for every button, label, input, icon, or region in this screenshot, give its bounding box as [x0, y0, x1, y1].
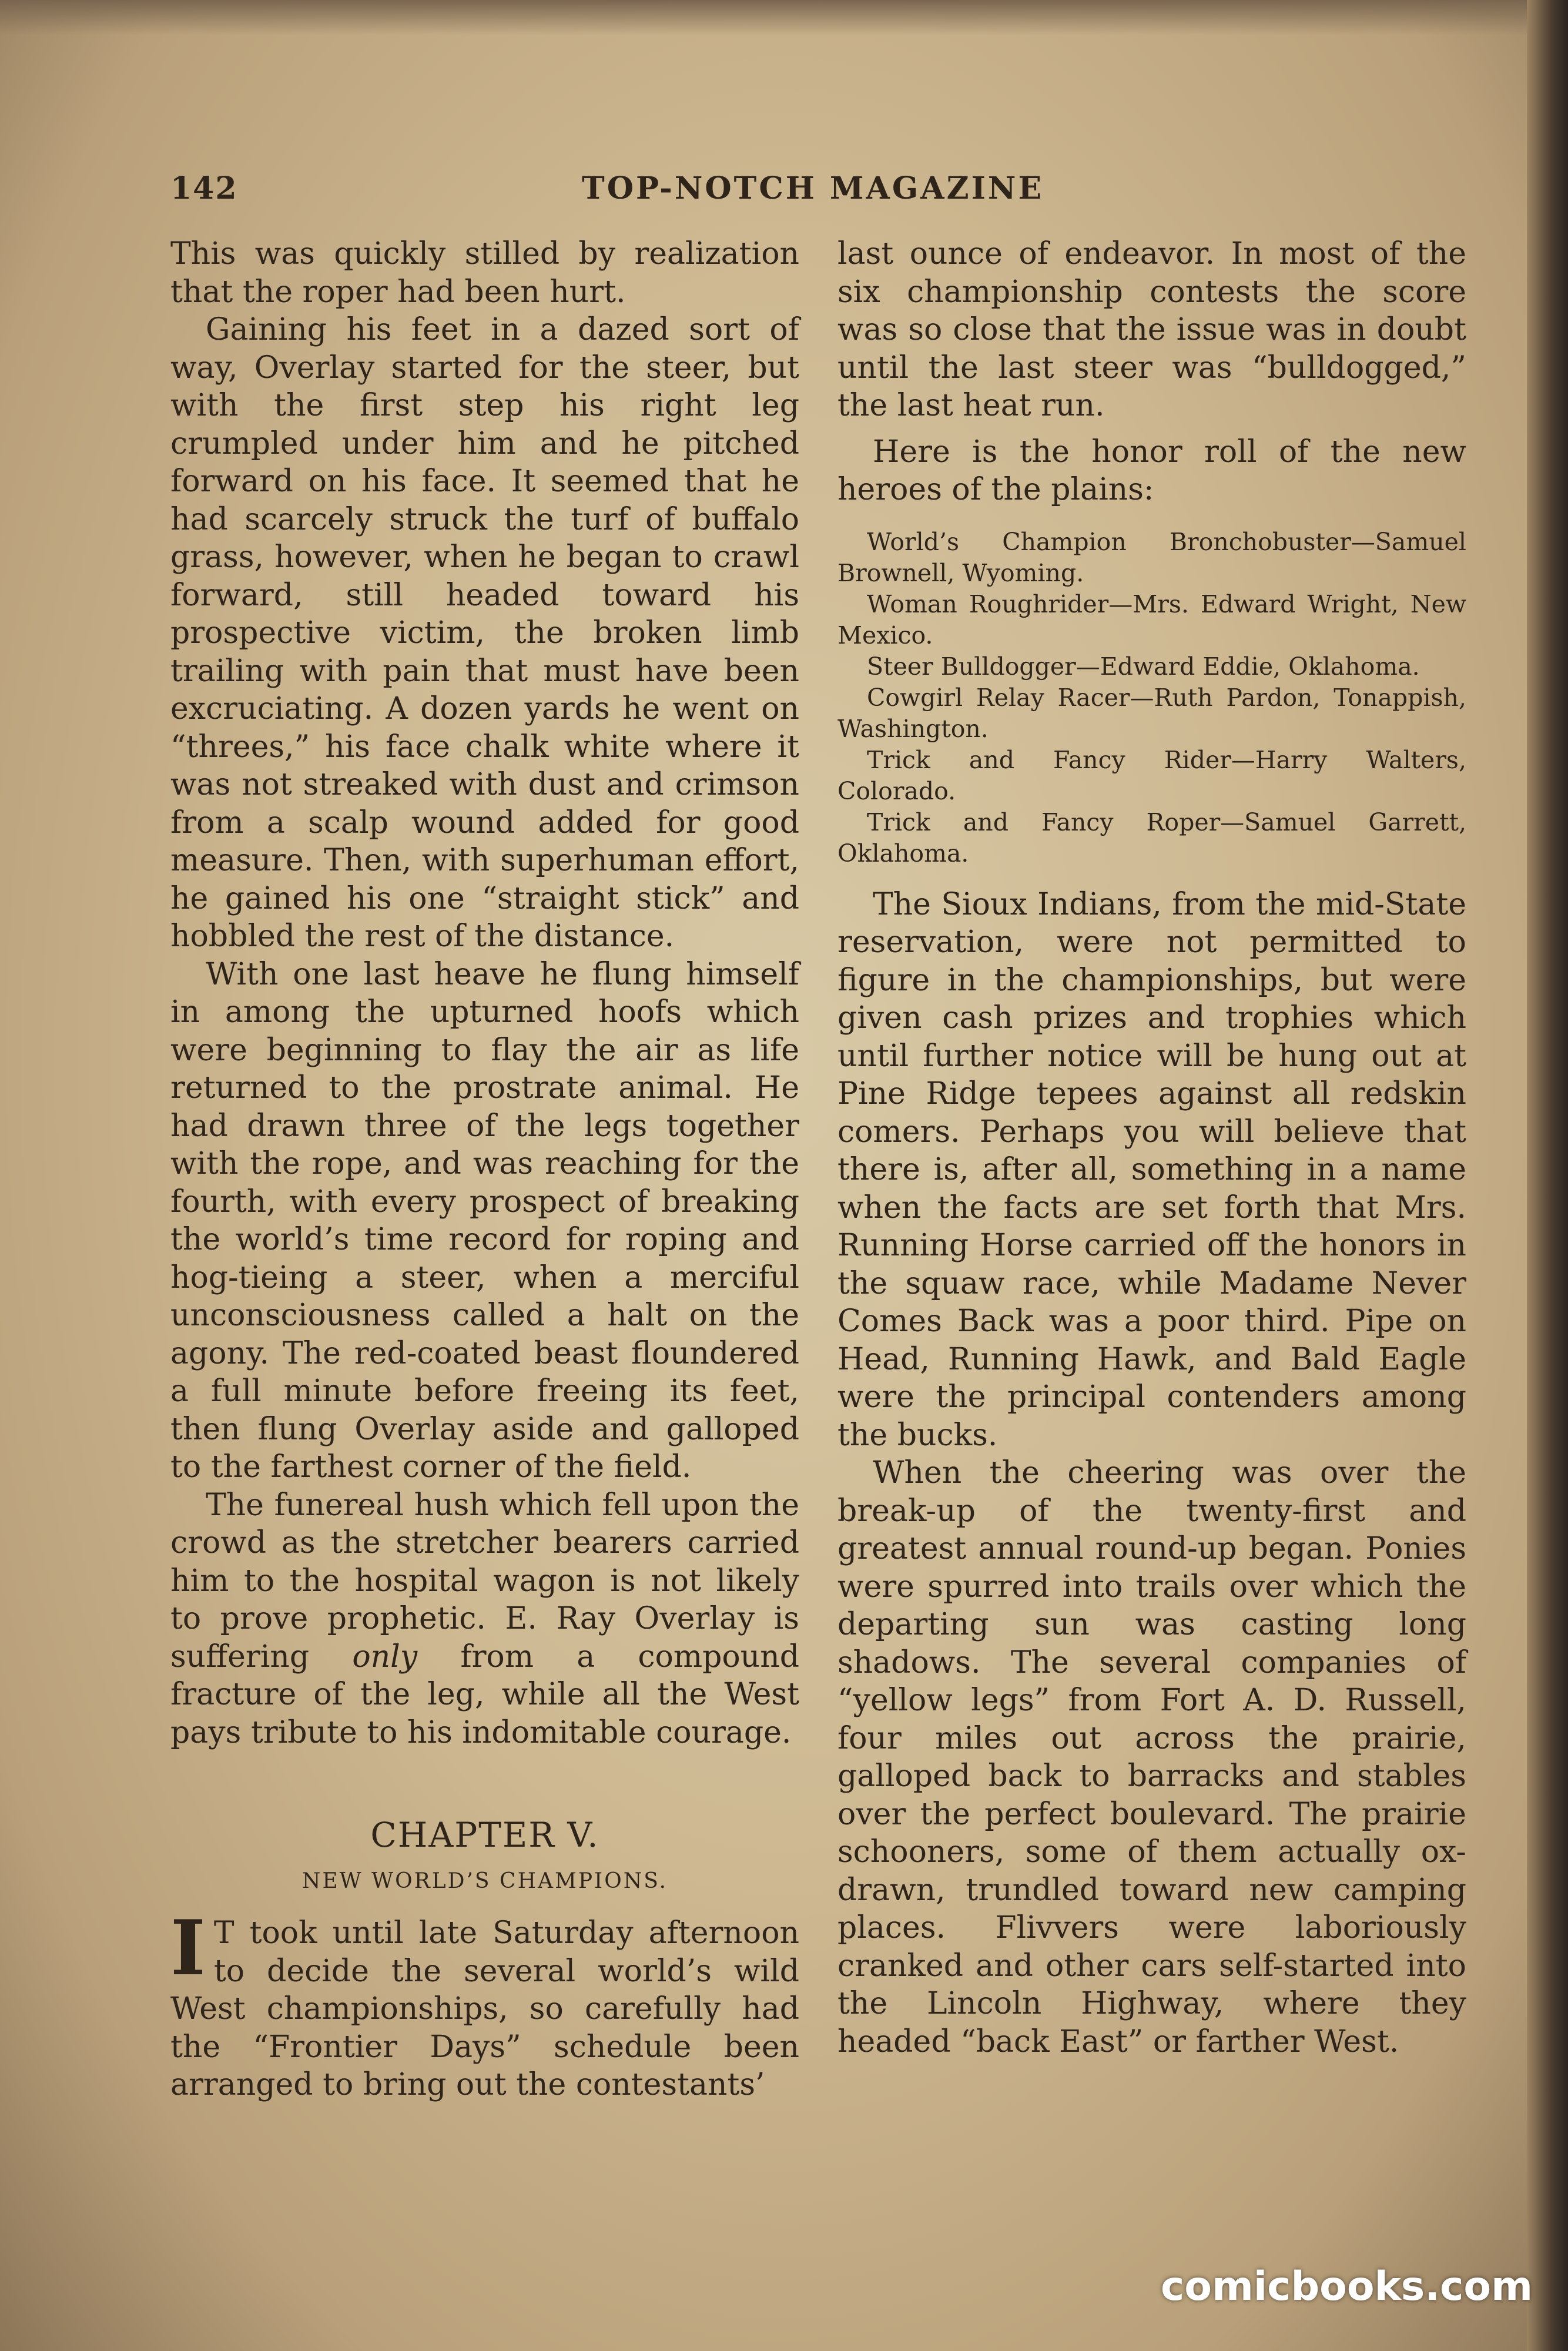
paragraph-text: T took until late Saturday afternoon to decide the several world’s wild West championships, so carefully had the “Frontier Days” schedule been arranged to bring out the contestants’	[170, 1915, 799, 2102]
page-top-shadow	[0, 0, 1568, 35]
honor-roll-item: Trick and Fancy Roper—Samuel Garrett, Oklahoma.	[837, 808, 1466, 868]
running-head: TOP-NOTCH MAGAZINE	[582, 170, 1044, 206]
page-header	[170, 170, 1463, 217]
paragraph: The Sioux Indians, from the mid-State reservation, were not permitted to figure in the championships, but were given cash prizes and trophies which until further notice will be hung out at Pine Ridge tepees against all redskin comers. Perhaps you will believe that there is, after all, something in a name when the facts are set forth that Mrs. Running Horse carried off the honors in the squaw race, while Madame Never Comes Back was a poor third. Pipe on Head, Running Hawk, and Bald Eagle were the principal contenders among the bucks.	[837, 886, 1466, 1453]
right-column	[837, 235, 1466, 2061]
emphasis-text: only	[352, 1639, 418, 1674]
drop-cap: I	[170, 1904, 206, 1992]
honor-roll-item: Cowgirl Relay Racer—Ruth Pardon, Tonappish, Washington.	[837, 683, 1466, 743]
paragraph: last ounce of endeavor. In most of the six championship contests the score was so close that the issue was in doubt until the last steer was “bulldogged,” the last heat run.	[837, 236, 1466, 423]
paragraph-text: from a compound fracture of the leg, while all the West pays tribute to his indomitable courage.	[170, 1639, 799, 1750]
chapter-title: CHAPTER V.	[370, 1815, 599, 1855]
watermark-logo: comicbooks.com	[1160, 2263, 1533, 2310]
honor-roll-item: World’s Champion Bronchobuster—Samuel Brownell, Wyoming.	[837, 527, 1466, 587]
paragraph: With one last heave he flung himself in among the upturned hoofs which were beginning to flay the air as life returned to the prostrate animal. He had drawn three of the legs together with the rope, and was reaching for the fourth, with every prospect of breaking the world’s time record for roping and hog-tieing a steer, when a merciful unconsciousness called a halt on the agony. The red-coated beast floundered a full minute before freeing its feet, then flung Overlay aside and galloped to the farthest corner of the field.	[170, 956, 799, 1485]
left-column	[170, 235, 799, 2104]
page-number: 142	[170, 170, 238, 206]
honor-roll	[837, 527, 1466, 869]
paragraph: When the cheering was over the break-up of the twenty-first and greatest annual round-up began. Ponies were spurred into trails over which the departing sun was casting long shadows. The several companies of “yellow legs” from Fort A. D. Russell, four miles out across the prairie, galloped back to barracks and stables over the perfect boulevard. The prairie schooners, some of them actually ox-drawn, trundled toward new camping places. Flivvers were laboriously cranked and other cars self-started into the Lincoln Highway, where they headed “back East” or farther West.	[837, 1455, 1466, 2059]
paragraph-text: The funereal hush which fell upon the crowd as the stretcher bearers carried him to the hospital wagon is not likely to prove prophetic. E. Ray Overlay is suffering	[170, 1487, 799, 1674]
paragraph: This was quickly stilled by realization that the roper had been hurt.	[170, 236, 799, 310]
paragraph: Gaining his feet in a dazed sort of way, Overlay started for the steer, but with the first step his right leg crumpled under him and he pitched forward on his face. It seemed that he had scarcely struck the turf of buffalo grass, however, when he began to crawl forward, still headed toward his prospective victim, the broken limb trailing with pain that must have been excruciating. A dozen yards he went on “threes,” his face chalk white where it was not streaked with dust and crimson from a scalp wound added for good measure. Then, with superhuman effort, he gained his one “straight stick” and hobbled the rest of the distance.	[170, 312, 799, 954]
page-right-edge	[1527, 0, 1568, 2351]
paragraph: Here is the honor roll of the new heroes of the plains:	[837, 434, 1466, 507]
paragraph	[170, 1486, 799, 1752]
chapter-subtitle: NEW WORLD’S CHAMPIONS.	[301, 1868, 668, 1893]
honor-roll-item: Trick and Fancy Rider—Harry Walters, Colorado.	[837, 745, 1466, 805]
honor-roll-item: Woman Roughrider—Mrs. Edward Wright, New Mexico.	[837, 590, 1466, 649]
chapter-opening-paragraph	[170, 1904, 799, 2104]
honor-roll-item: Steer Bulldogger—Edward Eddie, Oklahoma.	[867, 652, 1420, 681]
